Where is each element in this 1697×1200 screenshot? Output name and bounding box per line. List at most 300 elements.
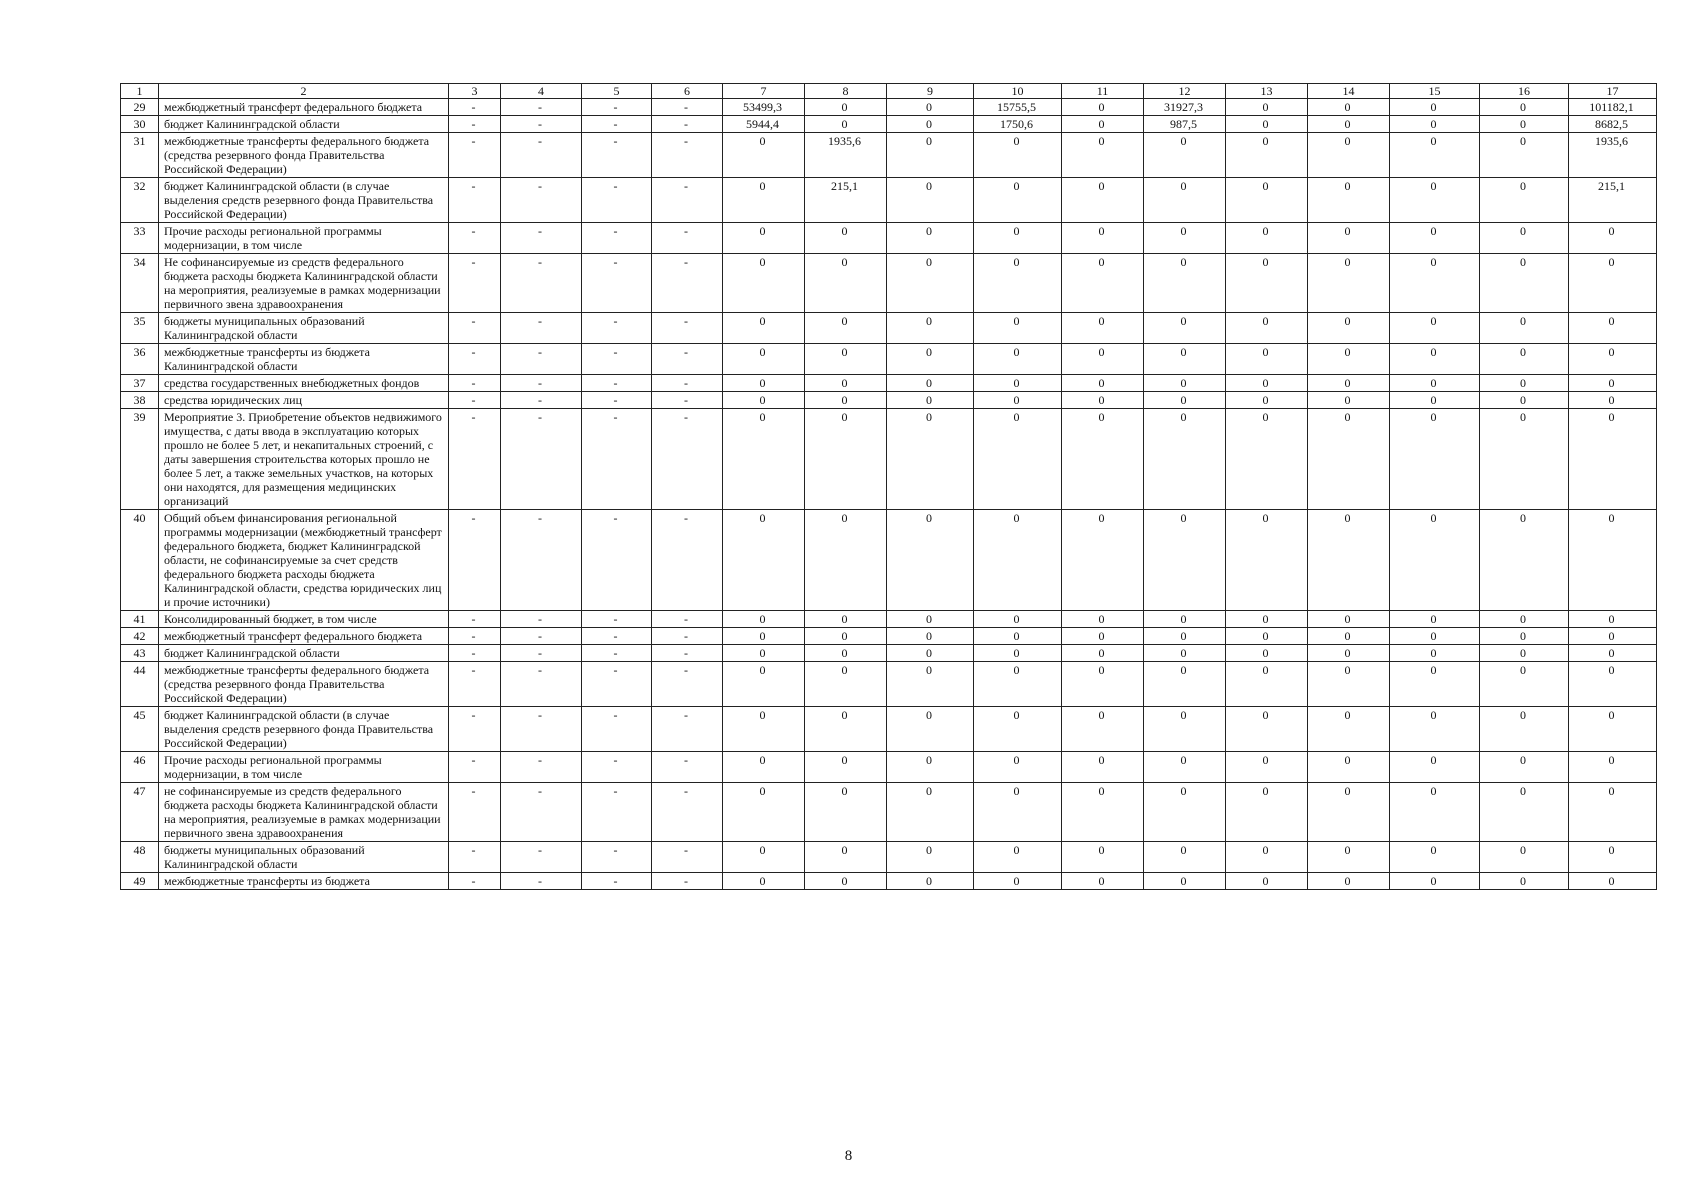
table-cell: - [652,392,723,409]
table-cell: 0 [805,783,887,842]
table-cell: 0 [974,783,1062,842]
table-cell: 0 [974,133,1062,178]
table-cell: - [582,611,652,628]
table-cell: 0 [1144,628,1226,645]
table-cell: 0 [1480,392,1569,409]
table-cell: 0 [887,707,974,752]
row-description: межбюджетный трансферт федерального бюджета [159,628,449,645]
table-cell: 0 [1144,873,1226,890]
table-cell: 0 [1480,752,1569,783]
table-cell: 0 [887,375,974,392]
table-row [121,254,1657,313]
table-cell: 0 [1480,133,1569,178]
row-number: 48 [121,842,159,873]
table-cell: 0 [887,662,974,707]
table-cell: 0 [1480,510,1569,611]
table-cell: 0 [1144,783,1226,842]
table-cell: 0 [887,409,974,510]
table-cell: 0 [1226,645,1308,662]
table-cell: - [449,662,501,707]
table-cell: 0 [1062,223,1144,254]
column-header: 9 [887,84,974,99]
table-cell: 0 [1390,392,1480,409]
table-cell: 0 [1062,842,1144,873]
table-cell: 0 [1569,254,1657,313]
row-description: Прочие расходы региональной программы модернизации, в том числе [159,223,449,254]
row-description: Не софинансируемые из средств федерального бюджета расходы бюджета Калининградской области на мероприятия, реализуемые в рамках модернизации первичного звена здравоохранения [159,254,449,313]
table-cell: 0 [974,842,1062,873]
table-cell: - [582,510,652,611]
table-cell: 0 [1226,873,1308,890]
table-cell: 0 [1390,611,1480,628]
table-cell: - [582,662,652,707]
table-cell: - [501,783,582,842]
row-number: 40 [121,510,159,611]
table-cell: 0 [1226,99,1308,116]
table-cell: 0 [1062,116,1144,133]
table-cell: 0 [1062,645,1144,662]
table-cell: 1750,6 [974,116,1062,133]
table-cell: 0 [1144,375,1226,392]
table-row [121,99,1657,116]
table-cell: 0 [887,254,974,313]
table-cell: 0 [974,313,1062,344]
table-cell: - [449,116,501,133]
table-cell: 0 [1062,611,1144,628]
row-description: бюджет Калининградской области [159,645,449,662]
table-cell: 0 [1569,392,1657,409]
table-cell: 0 [805,116,887,133]
table-cell: 0 [805,99,887,116]
table-cell: 0 [1226,510,1308,611]
table-cell: 0 [1390,133,1480,178]
column-header: 15 [1390,84,1480,99]
table-cell: 0 [1308,254,1390,313]
table-cell: - [449,873,501,890]
table-cell: 0 [1308,873,1390,890]
table-cell: - [652,510,723,611]
table-cell: 0 [723,409,805,510]
table-cell: 0 [887,133,974,178]
table-cell: - [652,628,723,645]
financing-table [120,83,1657,890]
table-row [121,178,1657,223]
table-cell: 0 [723,178,805,223]
table-cell: 1935,6 [1569,133,1657,178]
table-cell: 0 [1390,707,1480,752]
row-description: бюджеты муниципальных образований Калининградской области [159,842,449,873]
table-row [121,645,1657,662]
table-cell: - [652,645,723,662]
table-cell: 0 [1062,133,1144,178]
table-cell: 0 [1144,133,1226,178]
row-number: 44 [121,662,159,707]
table-row [121,223,1657,254]
row-number: 47 [121,783,159,842]
table-cell: - [652,611,723,628]
table-cell: 0 [1480,375,1569,392]
table-cell: 0 [974,752,1062,783]
table-cell: 215,1 [1569,178,1657,223]
table-cell: - [501,707,582,752]
table-cell: 0 [1144,510,1226,611]
table-cell: 0 [723,752,805,783]
table-cell: - [449,178,501,223]
table-cell: - [449,628,501,645]
column-header: 3 [449,84,501,99]
table-cell: 0 [723,313,805,344]
table-cell: 0 [1569,223,1657,254]
table-row [121,752,1657,783]
table-cell: - [501,873,582,890]
table-cell: 0 [805,628,887,645]
table-cell: 0 [887,392,974,409]
table-cell: 0 [723,392,805,409]
table-cell: 0 [1569,628,1657,645]
table-cell: 0 [1480,873,1569,890]
table-cell: 0 [1308,344,1390,375]
table-cell: 0 [805,392,887,409]
table-cell: - [449,344,501,375]
table-cell: - [501,133,582,178]
table-row [121,611,1657,628]
table-cell: 0 [1569,662,1657,707]
table-cell: 0 [723,510,805,611]
row-number: 49 [121,873,159,890]
table-cell: 0 [887,611,974,628]
table-header-row [121,84,1657,99]
table-cell: 0 [723,645,805,662]
table-cell: 0 [974,707,1062,752]
table-cell: 0 [1308,510,1390,611]
table-cell: 0 [1144,344,1226,375]
table-cell: 0 [1226,628,1308,645]
table-cell: - [652,99,723,116]
table-cell: 0 [1226,409,1308,510]
table-cell: 0 [1062,375,1144,392]
table-cell: - [501,662,582,707]
table-cell: - [582,344,652,375]
row-description: средства юридических лиц [159,392,449,409]
table-row [121,707,1657,752]
table-cell: 0 [1308,842,1390,873]
column-header: 14 [1308,84,1390,99]
table-cell: 0 [1144,409,1226,510]
row-description: межбюджетные трансферты федерального бюджета (средства резервного фонда Правительства Российской Федерации) [159,133,449,178]
table-cell: 0 [1226,611,1308,628]
table-cell: 0 [1144,223,1226,254]
table-cell: - [582,254,652,313]
table-cell: 0 [974,392,1062,409]
table-cell: - [582,842,652,873]
table-cell: - [652,133,723,178]
row-number: 45 [121,707,159,752]
table-cell: 0 [1308,645,1390,662]
table-cell: - [652,873,723,890]
table-cell: - [501,223,582,254]
row-number: 43 [121,645,159,662]
table-cell: 0 [1062,707,1144,752]
table-cell: 101182,1 [1569,99,1657,116]
table-row [121,375,1657,392]
table-cell: - [652,375,723,392]
table-cell: - [501,645,582,662]
table-cell: - [449,752,501,783]
table-cell: 0 [1569,611,1657,628]
table-cell: - [652,783,723,842]
table-cell: 0 [1569,873,1657,890]
table-cell: 0 [1062,344,1144,375]
table-cell: - [449,223,501,254]
table-cell: 0 [887,783,974,842]
table-cell: 0 [1480,645,1569,662]
table-cell: - [501,628,582,645]
table-cell: 0 [1226,375,1308,392]
table-cell: 0 [1390,873,1480,890]
row-number: 41 [121,611,159,628]
table-cell: - [501,752,582,783]
table-cell: - [652,178,723,223]
table-cell: 0 [1390,313,1480,344]
row-number: 46 [121,752,159,783]
row-description: межбюджетный трансферт федерального бюджета [159,99,449,116]
table-cell: - [652,707,723,752]
table-cell: 0 [1390,783,1480,842]
table-cell: 0 [887,178,974,223]
row-description: межбюджетные трансферты из бюджета Калининградской области [159,344,449,375]
table-cell: 0 [1480,707,1569,752]
table-cell: 15755,5 [974,99,1062,116]
table-cell: 0 [1062,662,1144,707]
table-cell: - [582,133,652,178]
column-header: 10 [974,84,1062,99]
table-cell: - [501,178,582,223]
table-cell: - [501,611,582,628]
table-cell: - [652,116,723,133]
table-cell: 0 [1480,409,1569,510]
row-number: 31 [121,133,159,178]
table-cell: - [582,392,652,409]
table-cell: 0 [805,842,887,873]
table-cell: 0 [1226,783,1308,842]
table-cell: 0 [1569,752,1657,783]
table-cell: 0 [723,344,805,375]
table-row [121,116,1657,133]
table-cell: 0 [1480,223,1569,254]
table-cell: 1935,6 [805,133,887,178]
table-cell: 0 [887,873,974,890]
table-cell: 987,5 [1144,116,1226,133]
table-cell: - [449,392,501,409]
table-cell: - [501,392,582,409]
table-row [121,783,1657,842]
table-cell: 0 [1226,752,1308,783]
table-cell: 0 [1062,313,1144,344]
row-description: межбюджетные трансферты из бюджета [159,873,449,890]
table-cell: 0 [1226,178,1308,223]
row-description: бюджет Калининградской области (в случае выделения средств резервного фонда Правительства Российской Федерации) [159,178,449,223]
table-cell: 0 [1480,662,1569,707]
table-cell: 0 [1390,178,1480,223]
table-cell: 0 [974,409,1062,510]
table-cell: 0 [1226,707,1308,752]
table-cell: 0 [1390,223,1480,254]
table-cell: 0 [1062,752,1144,783]
table-cell: 0 [887,116,974,133]
table-cell: 0 [1062,873,1144,890]
table-row [121,510,1657,611]
table-cell: 0 [723,628,805,645]
table-cell: 0 [1390,842,1480,873]
table-cell: 0 [887,842,974,873]
table-row [121,133,1657,178]
table-cell: 0 [723,223,805,254]
table-cell: - [582,178,652,223]
table-cell: 0 [1390,645,1480,662]
row-description: межбюджетные трансферты федерального бюджета (средства резервного фонда Правительства Российской Федерации) [159,662,449,707]
table-cell: 0 [723,873,805,890]
table-cell: 0 [1308,313,1390,344]
table-cell: 0 [1144,313,1226,344]
table-cell: - [582,99,652,116]
table-cell: 0 [887,645,974,662]
table-cell: 0 [723,375,805,392]
table-cell: 0 [805,662,887,707]
table-cell: 0 [974,375,1062,392]
table-cell: 0 [1569,707,1657,752]
table-cell: - [449,409,501,510]
table-cell: 0 [1480,99,1569,116]
table-cell: 0 [723,707,805,752]
row-number: 34 [121,254,159,313]
row-description: Общий объем финансирования региональной программы модернизации (межбюджетный трансферт федерального бюджета, бюджет Калининградской области, не софинансируемые за счет средств федерального бюджета расходы бюджета Калининградской области, средства юридических лиц и прочие источники) [159,510,449,611]
table-cell: - [652,313,723,344]
column-header: 5 [582,84,652,99]
table-cell: - [652,409,723,510]
table-cell: 0 [1569,375,1657,392]
table-cell: 0 [974,223,1062,254]
row-number: 36 [121,344,159,375]
table-cell: 0 [1308,223,1390,254]
table-cell: - [449,313,501,344]
table-cell: 0 [1390,99,1480,116]
table-cell: 0 [1144,752,1226,783]
table-cell: 0 [1308,783,1390,842]
table-cell: 0 [723,611,805,628]
table-cell: 0 [974,344,1062,375]
table-cell: 0 [805,873,887,890]
table-cell: 0 [1062,254,1144,313]
row-number: 33 [121,223,159,254]
table-cell: - [501,409,582,510]
table-cell: - [449,645,501,662]
table-cell: 0 [1226,254,1308,313]
table-cell: 0 [974,510,1062,611]
table-row [121,662,1657,707]
table-cell: - [582,873,652,890]
table-cell: 0 [1390,116,1480,133]
table-cell: 0 [1062,392,1144,409]
table-cell: 0 [1569,510,1657,611]
table-cell: - [652,344,723,375]
table-cell: 0 [1480,313,1569,344]
table-cell: 0 [1308,628,1390,645]
table-cell: 0 [1144,645,1226,662]
table-cell: 0 [974,662,1062,707]
table-cell: 0 [805,645,887,662]
table-cell: 0 [1062,510,1144,611]
table-cell: 0 [974,254,1062,313]
table-cell: 0 [805,752,887,783]
table-cell: - [501,344,582,375]
table-cell: - [582,783,652,842]
table-body [121,84,1657,890]
row-number: 39 [121,409,159,510]
table-cell: - [449,842,501,873]
table-cell: 0 [1144,707,1226,752]
table-cell: 0 [1569,645,1657,662]
table-cell: 0 [1226,392,1308,409]
table-cell: 0 [1062,628,1144,645]
table-cell: - [582,313,652,344]
table-cell: - [449,783,501,842]
table-cell: - [652,662,723,707]
page-number: 8 [844,1148,853,1164]
table-cell: 0 [1390,628,1480,645]
table-cell: 0 [1308,662,1390,707]
table-cell: 0 [1226,223,1308,254]
table-cell: 0 [974,178,1062,223]
table-cell: 0 [1062,783,1144,842]
table-cell: 0 [805,375,887,392]
table-cell: 0 [1480,116,1569,133]
table-cell: 31927,3 [1144,99,1226,116]
table-cell: 0 [974,611,1062,628]
table-cell: 0 [1144,662,1226,707]
table-cell: 0 [723,842,805,873]
table-cell: 0 [974,873,1062,890]
table-cell: 0 [1308,375,1390,392]
table-cell: - [582,409,652,510]
table-cell: - [652,223,723,254]
table-cell: 8682,5 [1569,116,1657,133]
table-cell: 0 [1569,313,1657,344]
table-cell: - [501,116,582,133]
row-description: средства государственных внебюджетных фондов [159,375,449,392]
table-cell: 0 [1569,783,1657,842]
table-cell: 0 [805,344,887,375]
table-cell: 0 [1390,409,1480,510]
table-cell: 0 [1390,510,1480,611]
column-header: 8 [805,84,887,99]
table-cell: 0 [1308,409,1390,510]
table-cell: 0 [1144,178,1226,223]
table-cell: 0 [1226,116,1308,133]
table-cell: - [449,707,501,752]
table-cell: - [582,752,652,783]
table-cell: - [449,611,501,628]
table-cell: - [449,133,501,178]
row-description: Мероприятие 3. Приобретение объектов недвижимого имущества, с даты ввода в эксплуатацию которых прошло не более 5 лет, и некапитальных строений, с даты завершения строительства которых прошло не более 5 лет, а также земельных участков, на которых они находятся, для размещения медицинских организаций [159,409,449,510]
table-cell: 0 [1480,783,1569,842]
table-cell: 0 [1226,313,1308,344]
column-header: 6 [652,84,723,99]
table-cell: 0 [1569,409,1657,510]
column-header: 4 [501,84,582,99]
table-cell: - [501,313,582,344]
table-cell: 0 [1569,842,1657,873]
table-cell: 0 [805,510,887,611]
